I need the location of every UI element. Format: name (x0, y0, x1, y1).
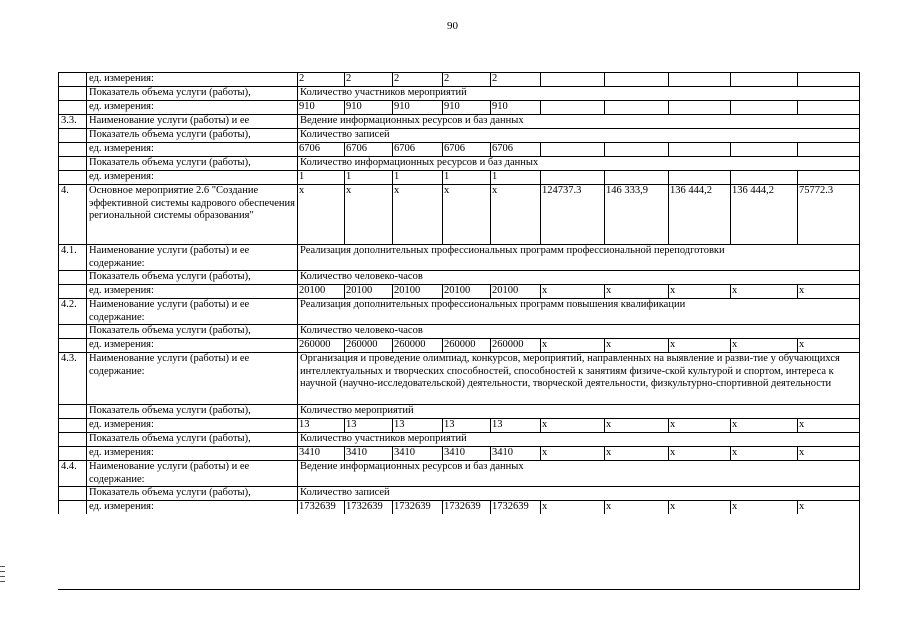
value-cell: 6706 (297, 142, 344, 156)
merged-value-cell: Количество участников мероприятий (297, 432, 860, 446)
value-cell: x (540, 338, 604, 352)
row-number-cell (58, 500, 86, 514)
merged-value-cell: Количество человеко-часов (297, 324, 860, 338)
row-description-cell: ед. измерения: (86, 142, 297, 156)
merged-value-cell: Количество участников мероприятий (297, 86, 860, 100)
value-cell: 3410 (442, 446, 490, 460)
row-description-cell: ед. измерения: (86, 446, 297, 460)
row-description-cell: Основное мероприятие 2.6 "Создание эффективной системы кадрового обеспечения региональной системы образования" (86, 184, 297, 244)
value-cell: x (730, 446, 797, 460)
row-description-cell: ед. измерения: (86, 170, 297, 184)
value-cell: 260000 (442, 338, 490, 352)
value-cell: x (730, 418, 797, 432)
value-cell: 146 333,9 (604, 184, 668, 244)
row-description-cell: Показатель объема услуги (работы), (86, 486, 297, 500)
value-cell: x (668, 284, 730, 298)
row-description-cell: Показатель объема услуги (работы), (86, 128, 297, 142)
value-cell: 20100 (442, 284, 490, 298)
value-cell (797, 142, 860, 156)
table-right-border (859, 72, 860, 590)
row-description-cell: Показатель объема услуги (работы), (86, 404, 297, 418)
row-description-cell: ед. измерения: (86, 338, 297, 352)
row-number-cell: 4. (58, 184, 86, 244)
value-cell: x (604, 284, 668, 298)
value-cell (797, 170, 860, 184)
value-cell: 910 (392, 100, 442, 114)
row-number-cell (58, 86, 86, 100)
value-cell (668, 170, 730, 184)
value-cell: 1732639 (490, 500, 540, 514)
value-cell: 3410 (344, 446, 392, 460)
row-number-cell (58, 270, 86, 284)
margin-mark (0, 571, 5, 572)
row-number-cell: 4.3. (58, 352, 86, 404)
merged-value-cell: Ведение информационных ресурсов и баз данных (297, 460, 860, 486)
value-cell: 260000 (297, 338, 344, 352)
value-cell: x (668, 446, 730, 460)
row-number-cell (58, 486, 86, 500)
value-cell: 2 (490, 72, 540, 86)
value-cell (668, 72, 730, 86)
value-cell: x (344, 184, 392, 244)
row-number-cell (58, 432, 86, 446)
value-cell: 1732639 (297, 500, 344, 514)
value-cell: 260000 (344, 338, 392, 352)
value-cell: 1 (442, 170, 490, 184)
value-cell: 910 (297, 100, 344, 114)
value-cell: x (797, 338, 860, 352)
row-number-cell (58, 446, 86, 460)
row-description-cell: ед. измерения: (86, 284, 297, 298)
merged-value-cell: Ведение информационных ресурсов и баз данных (297, 114, 860, 128)
merged-value-cell: Количество записей (297, 486, 860, 500)
value-cell: 136 444,2 (730, 184, 797, 244)
value-cell: x (730, 338, 797, 352)
value-cell (730, 170, 797, 184)
value-cell: 2 (392, 72, 442, 86)
row-number-cell (58, 128, 86, 142)
value-cell: 13 (344, 418, 392, 432)
table-bottom-border (58, 589, 860, 590)
value-cell: 260000 (490, 338, 540, 352)
row-number-cell: 4.2. (58, 298, 86, 324)
value-cell: x (392, 184, 442, 244)
value-cell: x (797, 284, 860, 298)
value-cell: 1 (297, 170, 344, 184)
value-cell (604, 142, 668, 156)
value-cell (604, 170, 668, 184)
value-cell: 20100 (297, 284, 344, 298)
row-description-cell: Наименование услуги (работы) и ее содержание: (86, 298, 297, 324)
value-cell (730, 142, 797, 156)
value-cell: 3410 (297, 446, 344, 460)
merged-value-cell: Реализация дополнительных профессиональных программ повышения квалификации (297, 298, 860, 324)
value-cell: 1732639 (344, 500, 392, 514)
value-cell (730, 100, 797, 114)
row-number-cell (58, 72, 86, 86)
value-cell: x (540, 284, 604, 298)
row-description-cell: Показатель объема услуги (работы), (86, 270, 297, 284)
value-cell: 1 (490, 170, 540, 184)
margin-mark (0, 581, 5, 582)
value-cell: 20100 (392, 284, 442, 298)
row-description-cell: ед. измерения: (86, 500, 297, 514)
row-description-cell: ед. измерения: (86, 72, 297, 86)
row-number-cell (58, 284, 86, 298)
value-cell: x (604, 338, 668, 352)
page-number: 90 (447, 20, 458, 32)
row-number-cell (58, 418, 86, 432)
row-number-cell: 4.4. (58, 460, 86, 486)
row-number-cell (58, 338, 86, 352)
value-cell: x (797, 446, 860, 460)
value-cell: x (797, 500, 860, 514)
row-description-cell: ед. измерения: (86, 100, 297, 114)
value-cell: x (604, 446, 668, 460)
value-cell: 2 (297, 72, 344, 86)
value-cell: x (668, 500, 730, 514)
value-cell (540, 142, 604, 156)
value-cell (540, 72, 604, 86)
value-cell: x (797, 418, 860, 432)
value-cell: x (730, 500, 797, 514)
value-cell (797, 72, 860, 86)
value-cell (668, 100, 730, 114)
value-cell: 124737.3 (540, 184, 604, 244)
merged-value-cell: Организация и проведение олимпиад, конкурсов, мероприятий, направленных на выявление и разви-тие у обучающихся интеллектуальных и творческих способностей, способностей к занятиям физиче-ской культурой и спортом, интереса к научной (научно-исследовательской) деятельности, творческой деятельности, физкультурно-спортивной деятельности (297, 352, 860, 404)
row-number-cell: 4.1. (58, 244, 86, 270)
value-cell: 2 (344, 72, 392, 86)
value-cell: x (540, 500, 604, 514)
value-cell: x (490, 184, 540, 244)
merged-value-cell: Количество информационных ресурсов и баз данных (297, 156, 860, 170)
value-cell: x (540, 446, 604, 460)
row-description-cell: Наименование услуги (работы) и ее содержание: (86, 460, 297, 486)
value-cell (668, 142, 730, 156)
row-description-cell: Наименование услуги (работы) и ее (86, 114, 297, 128)
value-cell: x (668, 418, 730, 432)
value-cell: x (668, 338, 730, 352)
margin-mark (0, 566, 5, 567)
row-description-cell: Показатель объема услуги (работы), (86, 86, 297, 100)
row-number-cell (58, 142, 86, 156)
value-cell: 910 (490, 100, 540, 114)
row-description-cell: Наименование услуги (работы) и ее содержание: (86, 352, 297, 404)
value-cell: 1732639 (442, 500, 490, 514)
value-cell: 6706 (490, 142, 540, 156)
value-cell: x (297, 184, 344, 244)
value-cell: 20100 (344, 284, 392, 298)
margin-mark (0, 576, 5, 577)
value-cell: 1 (344, 170, 392, 184)
value-cell (604, 100, 668, 114)
row-description-cell: Наименование услуги (работы) и ее содержание: (86, 244, 297, 270)
value-cell: 13 (490, 418, 540, 432)
row-description-cell: ед. измерения: (86, 418, 297, 432)
row-number-cell (58, 170, 86, 184)
row-number-cell (58, 404, 86, 418)
row-number-cell: 3.3. (58, 114, 86, 128)
merged-value-cell: Количество записей (297, 128, 860, 142)
value-cell: 75772.3 (797, 184, 860, 244)
value-cell (797, 100, 860, 114)
row-number-cell (58, 156, 86, 170)
row-description-cell: Показатель объема услуги (работы), (86, 432, 297, 446)
value-cell: 20100 (490, 284, 540, 298)
value-cell (540, 100, 604, 114)
value-cell: x (442, 184, 490, 244)
merged-value-cell: Реализация дополнительных профессиональных программ профессиональной переподготовки (297, 244, 860, 270)
value-cell: 1732639 (392, 500, 442, 514)
value-cell: 910 (344, 100, 392, 114)
value-cell: x (540, 418, 604, 432)
merged-value-cell: Количество человеко-часов (297, 270, 860, 284)
row-description-cell: Показатель объема услуги (работы), (86, 156, 297, 170)
value-cell: 260000 (392, 338, 442, 352)
value-cell: 6706 (392, 142, 442, 156)
value-cell: 13 (297, 418, 344, 432)
merged-value-cell: Количество мероприятий (297, 404, 860, 418)
value-cell (604, 72, 668, 86)
value-cell: 2 (442, 72, 490, 86)
value-cell (540, 170, 604, 184)
value-cell: 6706 (344, 142, 392, 156)
value-cell: x (604, 500, 668, 514)
value-cell: 136 444,2 (668, 184, 730, 244)
value-cell: 13 (392, 418, 442, 432)
row-number-cell (58, 324, 86, 338)
row-description-cell: Показатель объема услуги (работы), (86, 324, 297, 338)
value-cell: 910 (442, 100, 490, 114)
value-cell: x (604, 418, 668, 432)
value-cell: 3410 (490, 446, 540, 460)
value-cell (730, 72, 797, 86)
value-cell: x (730, 284, 797, 298)
value-cell: 6706 (442, 142, 490, 156)
row-number-cell (58, 100, 86, 114)
value-cell: 3410 (392, 446, 442, 460)
value-cell: 13 (442, 418, 490, 432)
value-cell: 1 (392, 170, 442, 184)
